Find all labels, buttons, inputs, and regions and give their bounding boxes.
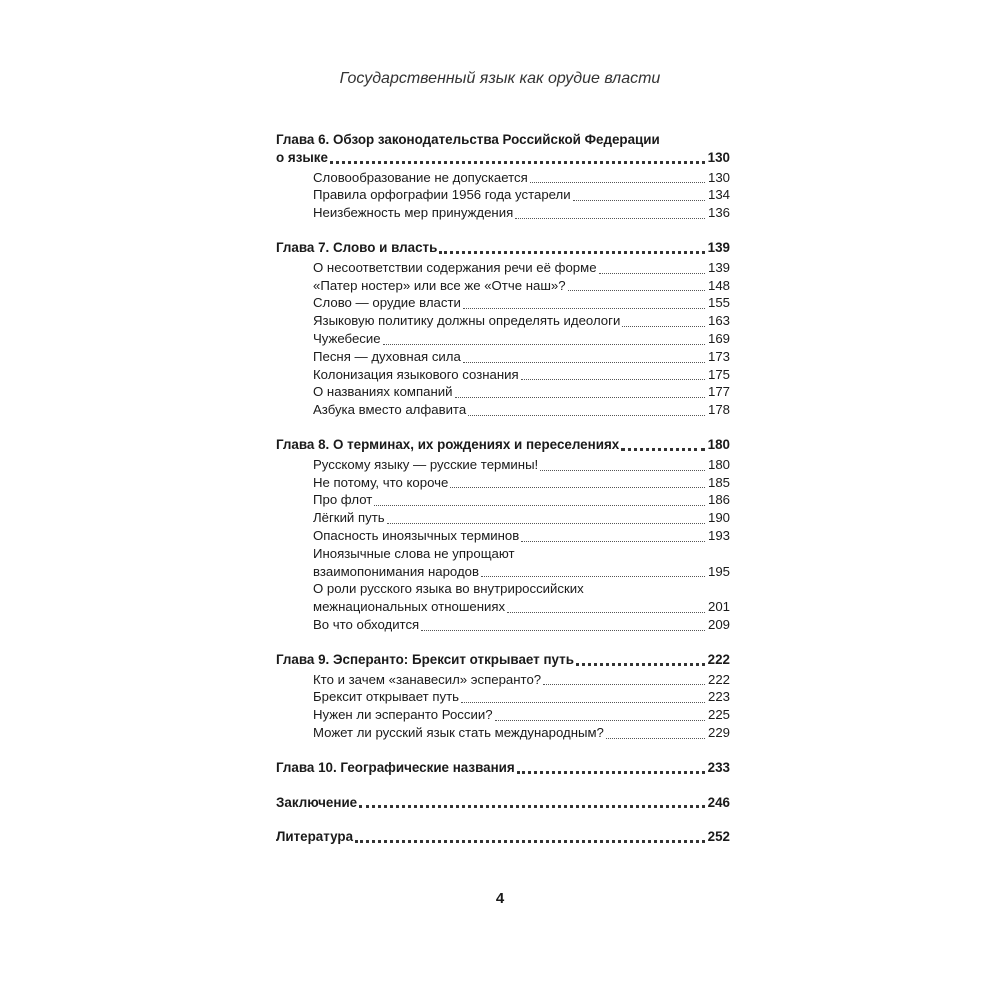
section-title: межнациональных отношениях	[313, 599, 506, 615]
section-title: Не потому, что короче	[313, 474, 449, 490]
section-row[interactable]	[313, 672, 730, 690]
toc-section	[313, 475, 730, 493]
section-title: Неизбежность мер принуждения	[313, 205, 514, 221]
dot-leader	[463, 308, 705, 309]
toc-section	[313, 707, 730, 725]
section-page-number: 173	[707, 348, 730, 364]
section-row[interactable]	[313, 492, 730, 510]
section-page-number: 190	[707, 510, 730, 526]
toc-section	[313, 672, 730, 690]
section-page-number: 193	[707, 527, 730, 543]
section-page-number: 136	[707, 205, 730, 221]
dot-leader	[439, 251, 704, 254]
dot-leader	[606, 738, 705, 739]
section-row[interactable]	[313, 313, 730, 331]
dot-leader	[450, 487, 705, 488]
section-title: «Патер ностер» или все же «Отче наш»?	[313, 277, 566, 293]
chapter-row[interactable]	[276, 437, 730, 455]
toc-chapter	[276, 760, 730, 778]
section-title: Слово — орудие власти	[313, 295, 461, 311]
section-title: Русскому языку — русские термины!	[313, 456, 539, 472]
chapter-title: Глава 7. Слово и власть	[276, 239, 438, 255]
section-title: Брексит открывает путь	[313, 689, 460, 705]
toc-section	[313, 367, 730, 385]
dot-leader	[374, 505, 705, 506]
section-row[interactable]	[313, 475, 730, 493]
section-title: Лёгкий путь	[313, 510, 385, 526]
section-page-number: 186	[707, 492, 730, 508]
section-title: Кто и зачем «занавесил» эсперанто?	[313, 671, 542, 687]
page-number: 4	[495, 890, 505, 907]
chapter-title: о языке	[276, 149, 328, 165]
dot-leader	[461, 702, 705, 703]
toc-section	[313, 546, 730, 582]
section-row[interactable]	[313, 617, 730, 635]
section-row[interactable]	[313, 384, 730, 402]
section-page-number: 139	[707, 259, 730, 275]
toc-chapter	[276, 829, 730, 847]
dot-leader	[576, 663, 705, 666]
toc-chapter	[276, 795, 730, 813]
dot-leader	[481, 576, 705, 577]
section-title: О названиях компаний	[313, 384, 453, 400]
chapter-row[interactable]	[276, 240, 730, 258]
chapter-title: Литература	[276, 829, 354, 845]
section-page-number: 155	[707, 295, 730, 311]
section-page-number: 185	[707, 474, 730, 490]
chapter-page-number: 233	[707, 759, 730, 775]
section-title: Языковую политику должны определять идеологи	[313, 313, 621, 329]
chapter-page-number: 222	[707, 651, 730, 667]
section-title: О несоответствии содержания речи её форме	[313, 259, 597, 275]
chapter-row[interactable]	[276, 795, 730, 813]
dot-leader	[495, 720, 705, 721]
dot-leader	[543, 684, 705, 685]
section-row[interactable]	[313, 528, 730, 546]
toc-section	[313, 278, 730, 296]
chapter-row[interactable]	[276, 150, 730, 168]
chapter-title: Глава 10. Географические названия	[276, 759, 515, 775]
dot-leader	[330, 161, 705, 164]
section-page-number: 177	[707, 384, 730, 400]
toc-section	[313, 581, 730, 617]
chapter-page-number: 246	[707, 794, 730, 810]
chapter-title-line: Глава 6. Обзор законодательства Российской Федерации	[276, 132, 660, 147]
section-row[interactable]	[313, 457, 730, 475]
section-title: взаимопонимания народов	[313, 563, 480, 579]
section-page-number: 223	[707, 689, 730, 705]
section-row[interactable]	[313, 170, 730, 188]
section-page-number: 222	[707, 671, 730, 687]
dot-leader	[355, 840, 705, 843]
toc-section	[313, 689, 730, 707]
section-list	[313, 170, 730, 223]
running-head: Государственный язык как орудие власти	[339, 70, 661, 87]
dot-leader	[517, 771, 705, 774]
section-row[interactable]	[313, 599, 730, 617]
section-row[interactable]	[313, 367, 730, 385]
section-row[interactable]	[313, 205, 730, 223]
toc-section	[313, 187, 730, 205]
dot-leader	[568, 290, 705, 291]
section-page-number: 175	[707, 366, 730, 382]
dot-leader	[468, 415, 705, 416]
section-page-number: 148	[707, 277, 730, 293]
chapter-title: Глава 9. Эсперанто: Брексит открывает путь	[276, 651, 574, 667]
dot-leader	[573, 200, 705, 201]
section-row[interactable]	[313, 260, 730, 278]
section-title: Азбука вместо алфавита	[313, 402, 467, 418]
dot-leader	[455, 397, 705, 398]
toc-section	[313, 260, 730, 278]
dot-leader	[622, 326, 705, 327]
section-title: Опасность иноязычных терминов	[313, 527, 520, 543]
toc-section	[313, 492, 730, 510]
toc-section	[313, 313, 730, 331]
section-page-number: 201	[707, 599, 730, 615]
toc-section	[313, 331, 730, 349]
dot-leader	[515, 218, 705, 219]
dot-leader	[463, 362, 705, 363]
section-page-number: 178	[707, 402, 730, 418]
section-page-number: 163	[707, 313, 730, 329]
chapter-page-number: 139	[707, 239, 730, 255]
section-title: Может ли русский язык стать международным?	[313, 724, 604, 740]
toc-section	[313, 170, 730, 188]
toc-section	[313, 295, 730, 313]
chapter-page-number: 180	[707, 436, 730, 452]
section-list	[313, 672, 730, 743]
dot-leader	[599, 273, 705, 274]
toc-chapter	[276, 652, 730, 743]
toc-section	[313, 510, 730, 528]
toc-chapter	[276, 132, 730, 223]
section-row[interactable]	[313, 278, 730, 296]
dot-leader	[540, 470, 705, 471]
toc-section	[313, 205, 730, 223]
dot-leader	[421, 630, 705, 631]
chapter-row[interactable]	[276, 760, 730, 778]
section-title: Словообразование не допускается	[313, 169, 528, 185]
toc-chapter	[276, 240, 730, 420]
dot-leader	[521, 541, 705, 542]
chapter-page-number: 130	[707, 149, 730, 165]
toc-section	[313, 349, 730, 367]
section-row[interactable]	[313, 295, 730, 313]
section-title-line: Иноязычные слова не упрощают	[313, 545, 515, 561]
toc-section	[313, 617, 730, 635]
section-title: Нужен ли эсперанто России?	[313, 707, 493, 723]
dot-leader	[359, 805, 705, 808]
toc-chapter	[276, 437, 730, 635]
section-row[interactable]	[313, 707, 730, 725]
dot-leader	[507, 612, 705, 613]
section-page-number: 209	[707, 616, 730, 632]
section-page-number: 229	[707, 724, 730, 740]
section-page-number: 225	[707, 707, 730, 723]
section-row[interactable]	[313, 725, 730, 743]
dot-leader	[383, 344, 705, 345]
chapter-row[interactable]	[276, 829, 730, 847]
section-row[interactable]	[313, 564, 730, 582]
toc-section	[313, 457, 730, 475]
section-page-number: 130	[707, 169, 730, 185]
toc-section	[313, 384, 730, 402]
section-page-number: 195	[707, 563, 730, 579]
section-title: Песня — духовная сила	[313, 348, 461, 364]
toc-section	[313, 528, 730, 546]
section-title-line: О роли русского языка во внутрироссийских	[313, 581, 584, 597]
table-of-contents	[276, 132, 730, 847]
section-row[interactable]	[313, 510, 730, 528]
toc-section	[313, 725, 730, 743]
section-page-number: 169	[707, 330, 730, 346]
section-title: Колонизация языкового сознания	[313, 366, 519, 382]
section-title: Во что обходится	[313, 616, 420, 632]
section-page-number: 134	[707, 187, 730, 203]
section-row[interactable]	[313, 349, 730, 367]
chapter-row[interactable]	[276, 652, 730, 670]
section-title: Правила орфографии 1956 года устарели	[313, 187, 571, 203]
dot-leader	[521, 379, 705, 380]
section-row[interactable]	[313, 187, 730, 205]
chapter-page-number: 252	[707, 829, 730, 845]
section-page-number: 180	[707, 456, 730, 472]
chapter-title: Заключение	[276, 794, 358, 810]
section-title: Чужебесие	[313, 330, 381, 346]
section-row[interactable]	[313, 402, 730, 420]
section-row[interactable]	[313, 331, 730, 349]
toc-section	[313, 402, 730, 420]
dot-leader	[621, 448, 704, 451]
chapter-title: Глава 8. О терминах, их рождениях и переселениях	[276, 436, 620, 452]
section-list	[313, 457, 730, 635]
section-list	[313, 260, 730, 420]
section-title: Про флот	[313, 492, 373, 508]
dot-leader	[387, 523, 705, 524]
section-row[interactable]	[313, 689, 730, 707]
dot-leader	[530, 182, 705, 183]
